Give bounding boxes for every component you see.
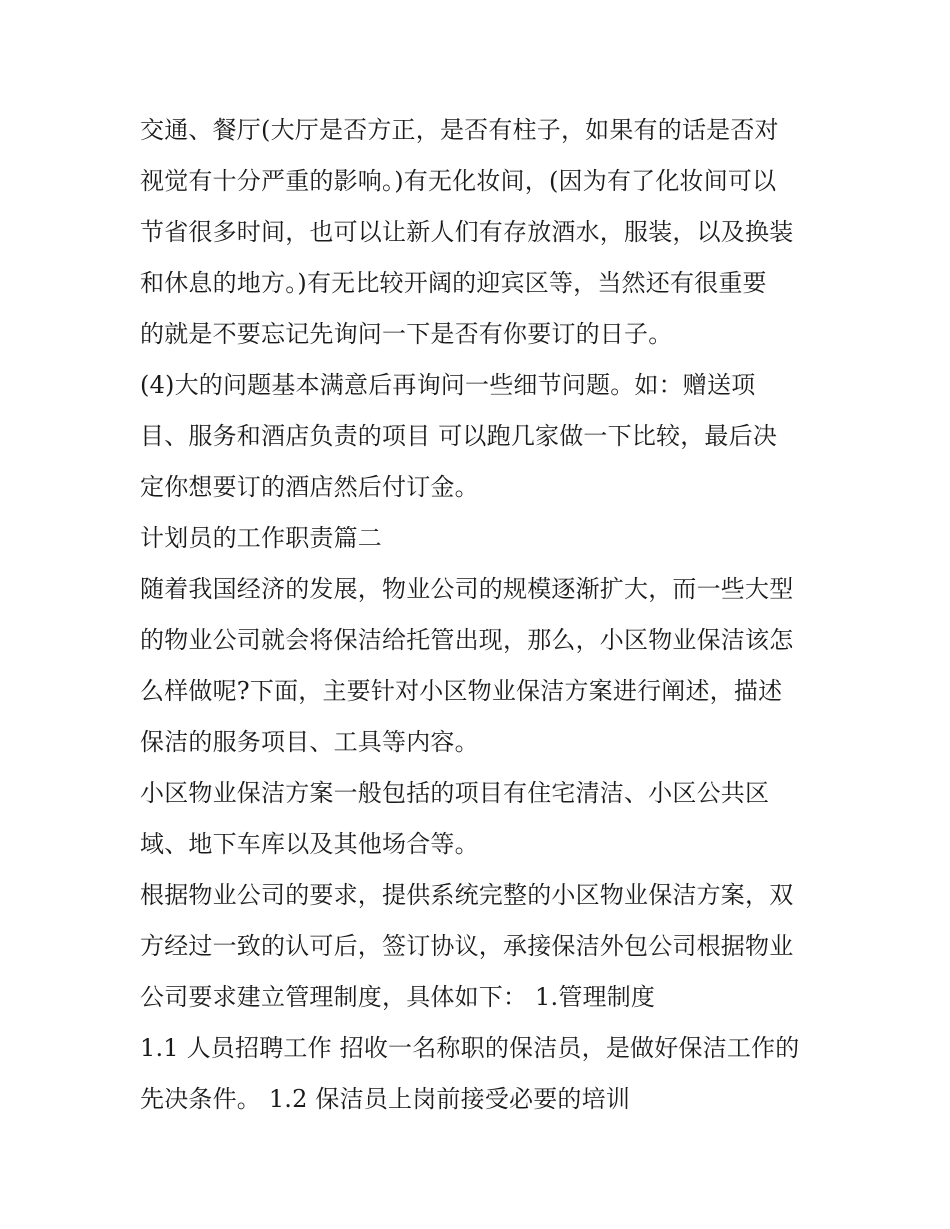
text-line: 的物业公司就会将保洁给托管出现，那么，小区物业保洁该怎 bbox=[140, 626, 794, 654]
document-body bbox=[140, 110, 840, 1130]
text-line: 随着我国经济的发展，物业公司的规模逐渐扩大，而一些大型 bbox=[140, 575, 794, 603]
text-line: 和休息的地方。)有无比较开阔的迎宾区等，当然还有很重要 bbox=[140, 269, 767, 297]
text-line: 么样做呢?下面，主要针对小区物业保洁方案进行阐述，描述 bbox=[140, 677, 783, 705]
text-line: 视觉有十分严重的影响。)有无化妆间，(因为有了化妆间可以 bbox=[140, 167, 777, 195]
text-line: 公司要求建立管理制度，具体如下： 1.管理制度 bbox=[140, 983, 656, 1011]
section-heading: 计划员的工作职责篇二 bbox=[140, 524, 382, 552]
text-line: 方经过一致的认可后，签订协议，承接保洁外包公司根据物业 bbox=[140, 932, 794, 960]
text-line: 根据物业公司的要求，提供系统完整的小区物业保洁方案，双 bbox=[140, 881, 794, 909]
text-line: (4)大的问题基本满意后再询问一些细节问题。如：赠送项 bbox=[140, 371, 756, 399]
text-line: 1.1 人员招聘工作 招收一名称职的保洁员，是做好保洁工作的 bbox=[140, 1034, 800, 1062]
text-line: 交通、餐厅(大厅是否方正，是否有柱子，如果有的话是否对 bbox=[140, 116, 779, 144]
text-line: 定你想要订的酒店然后付订金。 bbox=[140, 473, 479, 501]
text-line: 保洁的服务项目、工具等内容。 bbox=[140, 728, 479, 756]
text-line: 先决条件。 1.2 保洁员上岗前接受必要的培训 bbox=[140, 1085, 631, 1113]
text-line: 的就是不要忘记先询问一下是否有你要订的日子。 bbox=[140, 320, 673, 348]
text-line: 节省很多时间，也可以让新人们有存放酒水，服装，以及换装 bbox=[140, 218, 794, 246]
text-line: 目、服务和酒店负责的项目 可以跑几家做一下比较，最后决 bbox=[140, 422, 778, 450]
text-line: 域、地下车库以及其他场合等。 bbox=[140, 830, 479, 858]
text-line: 小区物业保洁方案一般包括的项目有住宅清洁、小区公共区 bbox=[140, 779, 770, 807]
